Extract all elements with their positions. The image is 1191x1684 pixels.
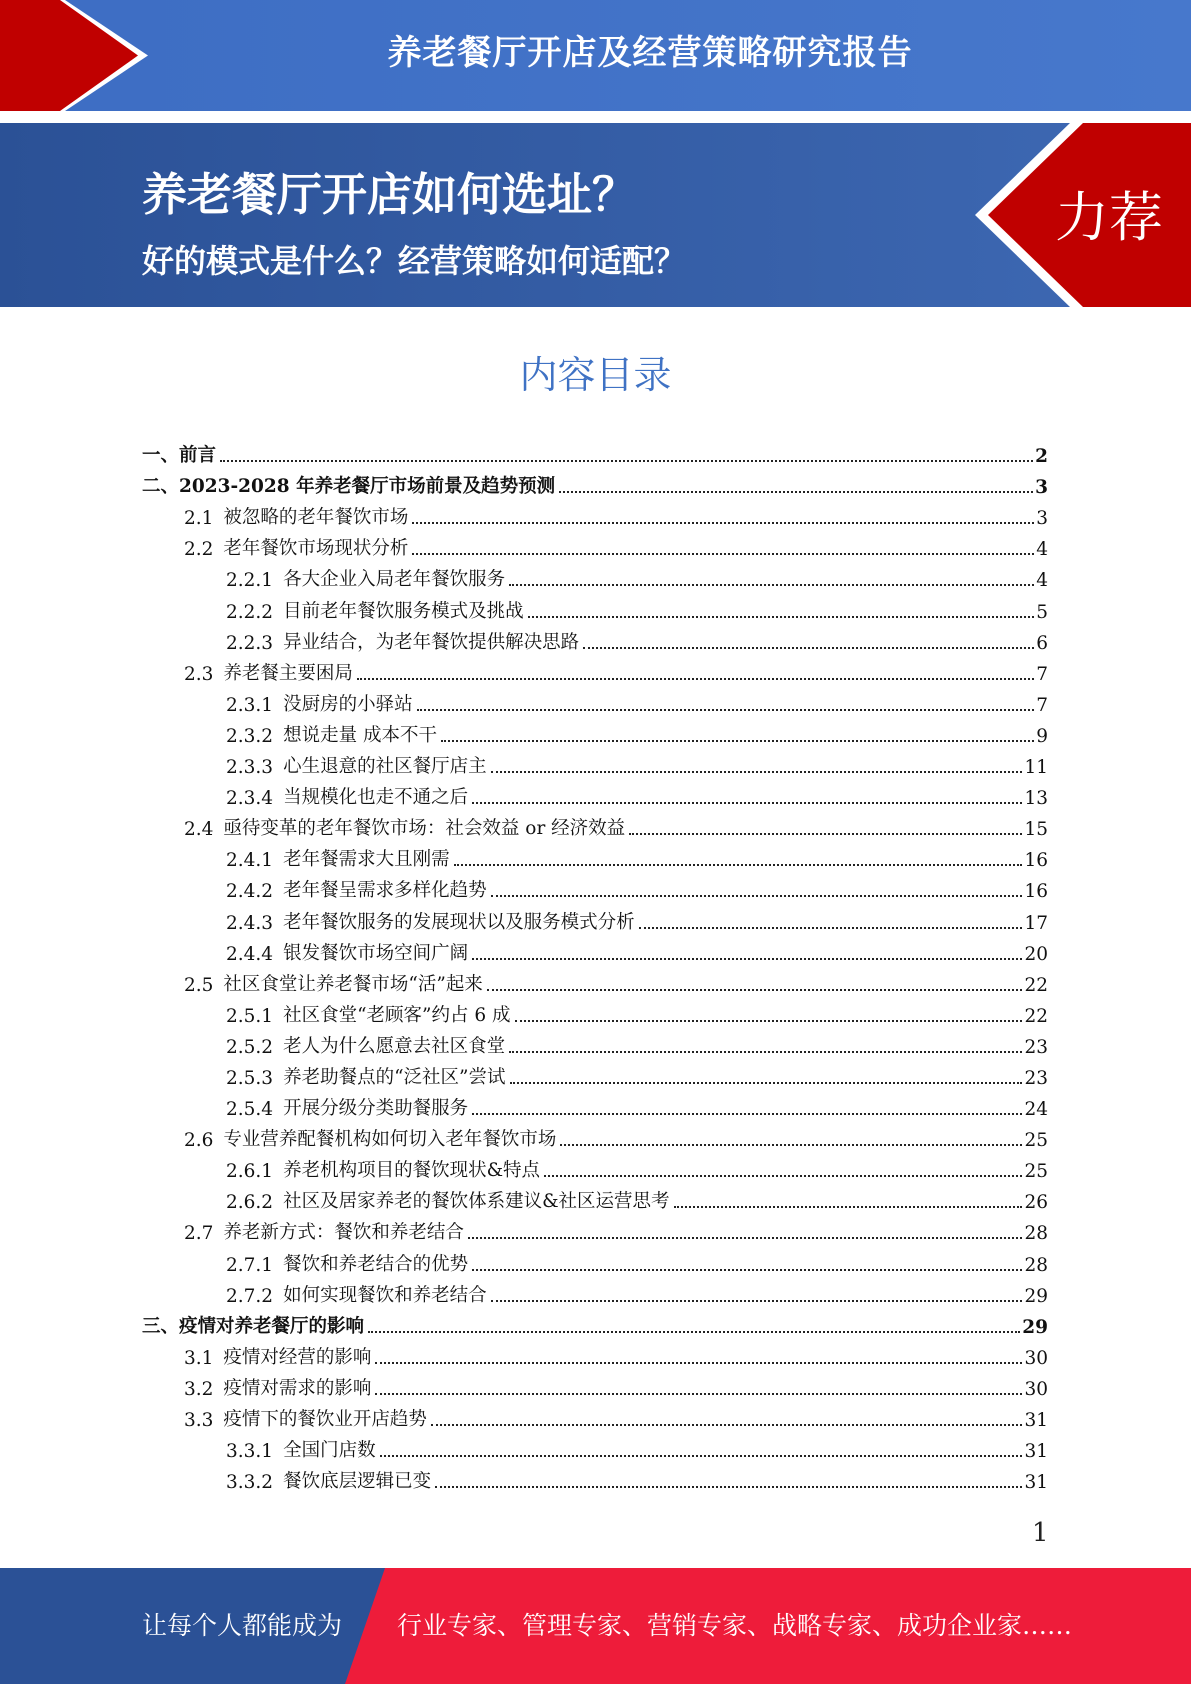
toc-entry[interactable] <box>142 1338 1048 1369</box>
toc-entry[interactable] <box>142 467 1048 498</box>
toc-entry-title: 老人为什么愿意去社区食堂 <box>283 1035 506 1057</box>
toc-entry-number: 2.3.1 <box>226 694 274 716</box>
toc-dot-leader <box>491 891 1023 897</box>
toc-entry-page: 25 <box>1024 1161 1048 1183</box>
toc-dot-leader <box>417 705 1035 711</box>
toc-entry-number: 2.4.3 <box>226 912 274 934</box>
toc-entry-title: 全国门店数 <box>283 1440 376 1462</box>
toc-entry-number: 2.5.1 <box>226 1005 274 1027</box>
toc-entry-page: 29 <box>1024 1285 1048 1307</box>
toc-dot-leader <box>509 1047 1022 1053</box>
toc-dot-leader <box>468 1233 1023 1239</box>
toc-dot-leader <box>528 612 1035 618</box>
toc-dot-leader <box>380 1451 1023 1457</box>
toc-entry-number: 2.5.4 <box>226 1099 274 1121</box>
toc-entry[interactable] <box>142 965 1048 996</box>
toc-entry-page: 20 <box>1024 943 1048 965</box>
toc-entry-number: 2.1 <box>184 508 214 530</box>
toc-entry-page: 25 <box>1024 1130 1048 1152</box>
toc-entry-number: 2.6.2 <box>226 1192 274 1214</box>
toc-entry-title: 疫情对需求的影响 <box>223 1377 372 1399</box>
toc-entry[interactable] <box>142 778 1048 809</box>
toc-entry-title: 养老助餐点的“泛社区”尝试 <box>283 1066 506 1088</box>
toc-entry-page: 26 <box>1024 1192 1048 1214</box>
toc-entry-page: 13 <box>1024 788 1048 810</box>
toc-entry-title: 没厨房的小驿站 <box>283 693 413 715</box>
toc-entry-title: 老年餐饮市场现状分析 <box>223 538 409 560</box>
toc-entry[interactable] <box>142 623 1048 654</box>
toc-dot-leader <box>220 456 1033 462</box>
toc-entry[interactable] <box>142 685 1048 716</box>
toc-entry-title: 餐饮底层逻辑已变 <box>283 1471 432 1493</box>
toc-entry[interactable] <box>142 902 1048 933</box>
toc-dot-leader <box>412 518 1034 524</box>
toc-entry[interactable] <box>142 871 1048 902</box>
toc-entry-page: 24 <box>1024 1099 1048 1121</box>
toc-entry[interactable] <box>142 1151 1048 1182</box>
toc-entry-number: 2.2.1 <box>226 570 274 592</box>
toc-entry-page: 4 <box>1036 539 1048 561</box>
toc-entry[interactable] <box>142 1400 1048 1431</box>
toc-entry-title: 老年餐需求大且刚需 <box>283 849 450 871</box>
toc-entry[interactable] <box>142 747 1048 778</box>
toc-dot-leader <box>472 954 1022 960</box>
toc-dot-leader <box>472 798 1022 804</box>
report-subtitle: 好的模式是什么？经营策略如何适配？ <box>142 242 687 280</box>
toc-entry-title: 社区食堂让养老餐市场“活”起来 <box>223 973 483 995</box>
toc-dot-leader <box>375 1389 1022 1395</box>
toc-entry[interactable] <box>142 716 1048 747</box>
header-band <box>0 123 1191 307</box>
toc-dot-leader <box>560 1140 1022 1146</box>
toc-entry-title: 开展分级分类助餐服务 <box>283 1098 469 1120</box>
toc-dot-leader <box>368 1327 1020 1333</box>
toc-entry-number: 2.7.1 <box>226 1254 274 1276</box>
toc-dot-leader <box>375 1358 1022 1364</box>
toc-entry[interactable] <box>142 1307 1048 1338</box>
toc-entry-title: 亟待变革的老年餐饮市场：社会效益 or 经济效益 <box>223 818 626 840</box>
toc-entry-number: 2.4.4 <box>226 943 274 965</box>
toc-entry-page: 22 <box>1024 1005 1048 1027</box>
toc-entry-title: 社区及居家养老的餐饮体系建议&社区运营思考 <box>283 1191 670 1213</box>
toc-entry[interactable] <box>142 1120 1048 1151</box>
toc-entry-page: 16 <box>1024 850 1048 872</box>
toc-entry[interactable] <box>142 840 1048 871</box>
toc-entry-number: 2.2.2 <box>226 601 274 623</box>
toc-entry-number: 一、 <box>142 445 180 467</box>
toc-entry-title: 2023-2028 年养老餐厅市场前景及趋势预测 <box>179 476 556 498</box>
toc-entry[interactable] <box>142 529 1048 560</box>
toc-entry-number: 3.3.1 <box>226 1441 274 1463</box>
toc-dot-leader <box>487 985 1023 991</box>
report-title: 养老餐厅开店如何选址？ <box>142 168 638 221</box>
toc-dot-leader <box>412 549 1034 555</box>
toc-entry-page: 17 <box>1024 912 1048 934</box>
toc-dot-leader <box>674 1202 1023 1208</box>
toc-entry-page: 30 <box>1024 1347 1048 1369</box>
toc-entry-number: 2.4.2 <box>226 881 274 903</box>
toc-entry[interactable] <box>142 996 1048 1027</box>
red-chevron-decoration <box>0 0 170 111</box>
footer-slogan-left: 让每个人都能成为 <box>142 1611 343 1640</box>
toc-entry[interactable] <box>142 934 1048 965</box>
toc-entry-number: 2.4.1 <box>226 850 274 872</box>
toc-dot-leader <box>559 487 1033 493</box>
toc-entry[interactable] <box>142 560 1048 591</box>
toc-entry-number: 2.3.2 <box>226 725 274 747</box>
report-series-title: 养老餐厅开店及经营策略研究报告 <box>387 33 913 73</box>
toc-entry-page: 3 <box>1035 477 1048 499</box>
toc-entry[interactable] <box>142 1027 1048 1058</box>
toc-entry-page: 6 <box>1036 632 1048 654</box>
toc-entry[interactable] <box>142 1462 1048 1493</box>
toc-entry-page: 7 <box>1036 663 1048 685</box>
toc-entry[interactable] <box>142 1213 1048 1244</box>
page-number: 1 <box>1032 1518 1049 1548</box>
toc-entry[interactable] <box>142 654 1048 685</box>
toc-dot-leader <box>491 1296 1023 1302</box>
toc-entry-page: 16 <box>1024 881 1048 903</box>
toc-entry-title: 专业营养配餐机构如何切入老年餐饮市场 <box>223 1129 557 1151</box>
toc-entry-number: 3.3 <box>184 1410 214 1431</box>
toc-entry-number: 2.3 <box>184 663 214 685</box>
toc-entry-page: 15 <box>1024 819 1048 841</box>
toc-entry-title: 养老机构项目的餐饮现状&特点 <box>283 1160 541 1182</box>
toc-entry-title: 餐饮和养老结合的优势 <box>283 1253 469 1275</box>
toc-entry-number: 3.1 <box>184 1347 214 1369</box>
toc-entry-page: 3 <box>1036 508 1048 530</box>
toc-entry-title: 当规模化也走不通之后 <box>283 787 469 809</box>
toc-entry-title: 疫情对经营的影响 <box>223 1346 372 1368</box>
toc-dot-leader <box>454 860 1023 866</box>
toc-dot-leader <box>472 1265 1022 1271</box>
toc-dot-leader <box>510 1078 1023 1084</box>
toc-entry-page: 9 <box>1036 725 1048 747</box>
toc-entry-number: 2.5 <box>184 974 214 996</box>
toc-entry-title: 疫情下的餐饮业开店趋势 <box>223 1409 427 1430</box>
toc-dot-leader <box>357 674 1034 680</box>
toc-entry-page: 7 <box>1036 694 1048 716</box>
toc-entry[interactable] <box>142 436 1048 467</box>
toc-heading: 内容目录 <box>519 353 672 397</box>
toc-entry[interactable] <box>142 1182 1048 1213</box>
toc-entry[interactable] <box>142 1431 1048 1462</box>
toc-entry-page: 2 <box>1035 446 1048 468</box>
toc-entry-title: 老年餐饮服务的发展现状以及服务模式分析 <box>283 911 635 933</box>
toc-dot-leader <box>441 736 1034 742</box>
toc-entry-title: 如何实现餐饮和养老结合 <box>283 1284 487 1306</box>
toc-entry-title: 被忽略的老年餐饮市场 <box>223 507 409 529</box>
footer-slogan-right: 行业专家、管理专家、营销专家、战略专家、成功企业家…… <box>397 1611 1073 1640</box>
toc-entry[interactable] <box>142 1089 1048 1120</box>
toc-entry-title: 目前老年餐饮服务模式及挑战 <box>283 600 524 622</box>
toc-entry-page: 30 <box>1024 1378 1048 1400</box>
toc-entry-page: 22 <box>1024 974 1048 996</box>
toc-entry-title: 疫情对养老餐厅的影响 <box>179 1315 365 1337</box>
toc-entry-title: 社区食堂“老顾客”约占 6 成 <box>283 1004 511 1026</box>
toc-entry-number: 2.7 <box>184 1223 214 1245</box>
toc-entry-page: 11 <box>1024 757 1048 779</box>
toc-entry-number: 2.7.2 <box>226 1285 274 1307</box>
toc-entry[interactable] <box>142 1244 1048 1275</box>
toc-entry-page: 4 <box>1036 570 1048 592</box>
toc-entry-number: 3.2 <box>184 1378 214 1400</box>
footer-banner <box>0 1568 1191 1684</box>
toc-entry-number: 2.3.4 <box>226 788 274 810</box>
toc-entry-page: 23 <box>1024 1036 1048 1058</box>
toc-entry-title: 心生退意的社区餐厅店主 <box>283 756 487 778</box>
toc-entry-number: 二、 <box>142 476 180 498</box>
toc-entry-title: 养老新方式：餐饮和养老结合 <box>223 1222 464 1244</box>
toc-dot-leader <box>435 1482 1022 1488</box>
toc-dot-leader <box>509 580 1034 586</box>
recommend-badge: 力荐 <box>1055 186 1163 249</box>
toc-entry[interactable] <box>142 591 1048 622</box>
toc-entry-number: 2.5.2 <box>226 1036 274 1058</box>
toc-entry-number: 2.6.1 <box>226 1161 274 1183</box>
toc-entry[interactable] <box>142 498 1048 529</box>
toc-entry[interactable] <box>142 1058 1048 1089</box>
toc-entry-number: 2.3.3 <box>226 757 274 779</box>
toc-entry-page: 31 <box>1024 1410 1048 1431</box>
toc-entry-title: 异业结合，为老年餐饮提供解决思路 <box>283 631 580 653</box>
toc-entry[interactable] <box>142 809 1048 840</box>
toc-entry[interactable] <box>142 1276 1048 1307</box>
toc-dot-leader <box>431 1420 1023 1426</box>
toc-entry-number: 三、 <box>142 1315 180 1337</box>
toc-entry-title: 银发餐饮市场空间广阔 <box>283 942 469 964</box>
toc-entry-number: 2.5.3 <box>226 1067 274 1089</box>
toc-entry-title: 老年餐呈需求多样化趋势 <box>283 880 487 902</box>
toc-entry-page: 23 <box>1024 1067 1048 1089</box>
toc-entry-page: 29 <box>1022 1316 1048 1338</box>
toc-dot-leader <box>472 1109 1022 1115</box>
toc-entry-page: 31 <box>1024 1472 1048 1494</box>
top-banner <box>0 0 1191 111</box>
toc-dot-leader <box>639 923 1023 929</box>
toc-entry-title: 养老餐主要困局 <box>223 662 353 684</box>
toc-dot-leader <box>515 1016 1023 1022</box>
toc-entry-title: 各大企业入局老年餐饮服务 <box>283 569 506 591</box>
toc-entry-page: 28 <box>1024 1254 1048 1276</box>
toc-entry-number: 2.6 <box>184 1130 214 1152</box>
toc-entry-number: 2.2.3 <box>226 632 274 654</box>
toc-entry-page: 5 <box>1036 601 1048 623</box>
toc-entry-number: 3.3.2 <box>226 1472 274 1494</box>
toc-dot-leader <box>629 829 1022 835</box>
toc-dot-leader <box>544 1171 1022 1177</box>
toc-entry-number: 2.2 <box>184 539 214 561</box>
toc-dot-leader <box>491 767 1023 773</box>
toc-entry-title: 想说走量 成本不干 <box>283 724 437 746</box>
toc-entry-number: 2.4 <box>184 819 214 841</box>
toc-entry-page: 28 <box>1024 1223 1048 1245</box>
toc-dot-leader <box>583 643 1034 649</box>
table-of-contents <box>142 436 1048 1493</box>
toc-entry-page: 31 <box>1024 1441 1048 1463</box>
toc-entry[interactable] <box>142 1369 1048 1400</box>
toc-entry-title: 前言 <box>179 445 217 467</box>
